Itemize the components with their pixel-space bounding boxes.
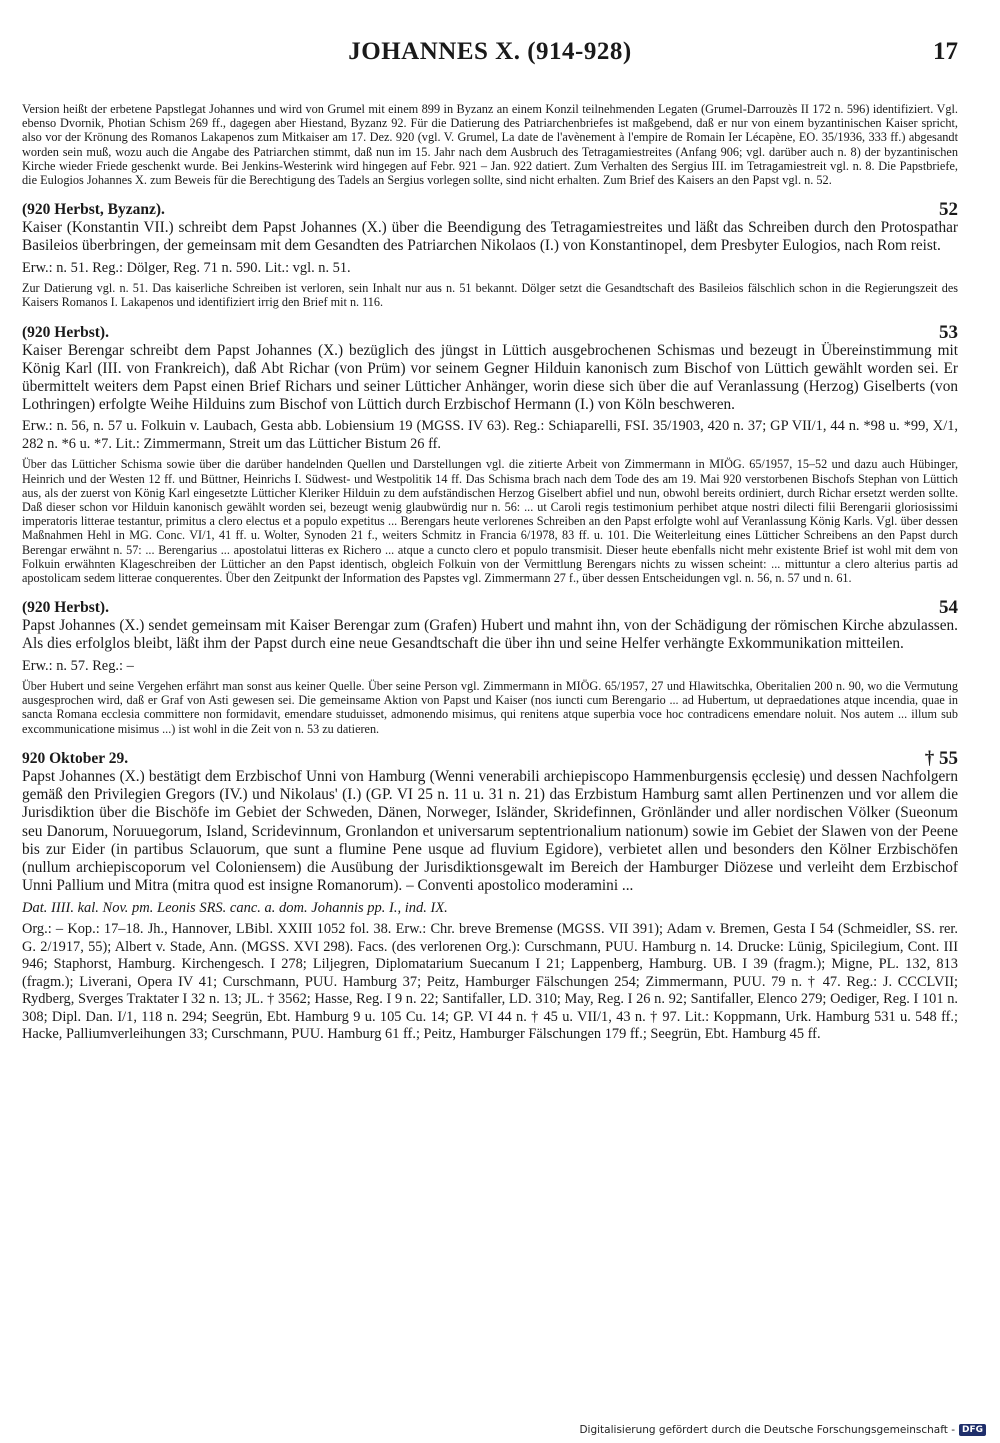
- entry-regest: Papst Johannes (X.) sendet gemeinsam mit Kaiser Berengar zum (Grafen) Hubert und mahnt ihn, von der Schädigung der römischen Kirche abzulassen. Als dies erfolglos bleibt, läßt ihm der Papst durch eine neue Gesandtschaft die über ihn und seine Helfer verhängte Exkommunikation mitteilen.: [22, 617, 958, 653]
- entry-heading: [22, 323, 958, 342]
- regest-entry-53: [22, 323, 958, 586]
- entry-number: 53: [939, 321, 958, 343]
- entry-number: 54: [939, 597, 958, 619]
- page-number: 17: [933, 38, 958, 65]
- entry-heading: [22, 200, 958, 219]
- entry-references: Erw.: n. 51. Reg.: Dölger, Reg. 71 n. 590. Lit.: vgl. n. 51.: [22, 259, 351, 276]
- running-head: [22, 0, 958, 64]
- regest-entry-55: [22, 749, 958, 1044]
- entry-references: Erw.: n. 56, n. 57 u. Folkuin v. Laubach, Gesta abb. Lobiensium 19 (MGSS. IV 63). Reg.: Schiaparelli, FSI. 35/1903, 420 n. 37; GP VII/1, 44 n. *98 u. *99, X/1, 282 n. *6 u. *7. Lit.: Zimmermann, Streit um das Lütticher Bistum 26 ff.: [22, 418, 958, 452]
- entry-heading: [22, 749, 958, 768]
- entry-regest: Kaiser Berengar schreibt dem Papst Johannes (X.) bezüglich des jüngst in Lüttich ausgebrochenen Schismas und bezeugt in Übereinstimmung mit König Karl (III. von Frankreich), daß Abt Richar (von Prüm) vor seinem Gegner Hilduin kanonisch zum Bischof von Lüttich gewählt worden sei. Er übermittelt weiters dem Papst einen Brief Richars und seiner Lütticher Anhänger, worin diese sich über die auf Veranlassung (Herzog) Giselberts (von Lothringen) erfolgte Weihe Hilduins zum Bischof von Lüttich durch Erzbischof Hermann (I.) von Köln beschweren.: [22, 341, 958, 414]
- entry-note: Zur Datierung vgl. n. 51. Das kaiserliche Schreiben ist verloren, sein Inhalt nur aus n. 51 bekannt. Dölger setzt die Gesandtschaft des Basileios fälschlich schon in die Regierungszeit des Kaisers Romanos I. Lakapenos und identifiziert irrig den Brief mit n. 116.: [22, 281, 958, 310]
- entry-note: Über Hubert und seine Vergehen erfährt man sonst aus keiner Quelle. Über seine Person vgl. Zimmermann in MIÖG. 65/1957, 27 und Hlawitschka, Oberitalien 200 n. 90, wo die Vermutung ausgesprochen wird, daß er Graf von Asti gewesen sei. Die gemeinsame Aktion von Papst und Kaiser (nos iuncti cum Berengario ... ad Hubertum, ut depraedationes atque incendia, quae in sancta Romana ecclesia committere non formidavit, emendare studuisset, admonendo misimus, qui renitens atque superbia voce hoc contradicens emendare noluit. Nos autem ... illum sub excommunicatione misimus ...) ist wohl in die Zeit von n. 53 zu datieren.: [22, 679, 958, 736]
- entry-note: Über das Lütticher Schisma sowie über die darüber handelnden Quellen und Darstellungen vgl. die zitierte Arbeit von Zimmermann in MIÖG. 65/1957, 15–52 und dazu auch Hübinger, Heinrich und der Westen 12 ff. und Büttner, Heinrichs I. Südwest- und Westpolitik 14 ff. Das Schisma brach nach dem Tode des am 19. Mai 920 verstorbenen Bischofs Stephan von Lüttich aus, als der zuerst von König Karl eingesetzte Lütticher Kleriker Hilduin zu dem aufständischen Herzog Giselbert abfiel und nun, obwohl bereits ordiniert, durch Richar ersetzt werden sollte. Daß dieser schon vor Hilduin kanonisch gewählt worden sei, bezeugt wenig glaubwürdig nur n. 56: ... ut Caroli regis testimonium perhibet atque nostri dilecti filii Berengarii gloriosissimi imperatoris litterae testantur, primitus a clero electus et a populo expetitus ... Berengars heute verlorenes Schreiben an den Papst erfolgte wohl auf Veranlassung König Karls. Vgl. über dessen Maßnahmen Hehl in MG. Conc. VI/1, 41 ff. u. Wolter, Synoden 21 f., weiters Schmitz in Francia 6/1978, 83 ff. u. 101. Die Weiterleitung eines Lütticher Schreibens an den Papst durch Berengar erwähnt n. 57: ... Berengarius ... apostolatui litteras ex Richero ... atque a cuncto clero et populo transmisit. Dieser heute ebenfalls nicht mehr existente Brief ist wohl mit dem von Folkuin erwähnten Klageschreiben der Lütticher an den Papst identisch, obgleich Folkuin von der Vermittlung Berengars nichts zu wissen scheint: ... mittuntur a clero alterius partis ad apostolicam sedem litterae conquerentes. Über den Zeitpunkt der Information des Papstes vgl. Zimmermann 27 f., über dessen Entscheidungen vgl. n. 56, n. 57 und n. 61.: [22, 457, 958, 585]
- entry-date: (920 Herbst).: [22, 599, 109, 617]
- entry-number: 52: [939, 199, 958, 221]
- intro-note: Version heißt der erbetene Papstlegat Johannes und wird von Grumel mit einem 899 in Byzanz an einem Konzil teilnehmenden Legaten (Grumel-Darrouzès II 172 n. 596) identifiziert. Vgl. ebenso Dvornik, Photian Schism 269 ff., dagegen aber Hiestand, Byzanz 92. Für die Datierung des Patriarchenbriefes ist maßgebend, daß er nur von einem byzantinischen Kaiser spricht, also vor der Krönung des Romanos Lakapenos zum Mitkaiser am 17. Dez. 920 (vgl. V. Grumel, La date de l'avènement à l'empire de Romain Ier Lécapène, EO. 35/1936, 333 ff.) abgesandt worden sein muß, wozu auch die Angabe des Patriarchen stimmt, daß nun im 15. Jahr nach dem Ausbruch des Tetragamiestreites (Anfang 906; vgl. darüber auch n. 8) der byzantinischen Kirche wieder Friede geschenkt wurde. Bei Jenkins-Westerink wird hingegen auf Febr. 921 – Jan. 922 datiert. Zum Verhalten des Sergius III. im Tetragamiestreit vgl. n. 8. Die Papstbriefe, die Eulogios Johannes X. zum Beweis für die Berechtigung des Tadels an Sergius vorlegen sollte, sind nicht erhalten. Zum Brief des Kaisers an den Papst vgl. n. 52.: [22, 102, 958, 188]
- page-title: JOHANNES X. (914-928): [348, 38, 632, 65]
- entry-references: Org.: – Kop.: 17–18. Jh., Hannover, LBibl. XXIII 1052 fol. 38. Erw.: Chr. breve Bremense (MGSS. VII 391); Adam v. Bremen, Gesta I 54 (Schmeidler, SS. rer. G. 2/1917, 55); Albert v. Stade, Ann. (MGSS. XVI 298). Facs. (des verlorenen Org.): Curschmann, PUU. Hamburg n. 14. Drucke: Lünig, Spicilegium, Cont. III 946; Staphorst, Hamburg. Kirchengesch. I 278; Liljegren, Diplomatarium Suecanum I 21; Lappenberg, Hamburg. UB. I 39 (fragm.); Migne, PL. 132, 813 (fragm.); Liverani, Opera IV 41; Curschmann, PUU. Hamburg 37; Peitz, Hamburger Fälschungen 254; Zimmermann, PUU. 79 n. † 47. Reg.: J. CCCLVII; Rydberg, Sverges Traktater I 32 n. 13; JL. † 3562; Hasse, Reg. I 9 n. 22; Santifaller, LD. 310; May, Reg. I 26 n. 92; Santifaller, Elenco 279; Oediger, Reg. I 101 n. 308; Dipl. Dan. I/1, 118 n. 294; Seegrün, Ebt. Hamburg 9 u. 105 Cu. 14; GP. VI 44 n. † 45 u. VII/1, 43 n. † 97. Lit.: Koppmann, Urk. Hamburg 531 u. 548 ff.; Hacke, Palliumverleihungen 33; Curschmann, PUU. Hamburg 61 ff.; Peitz, Hamburger Fälschungen 179 ff.; Seegrün, Ebt. Hamburg 45 ff.: [22, 921, 958, 1043]
- entry-number: † 55: [924, 747, 958, 769]
- regest-entry-54: [22, 598, 958, 736]
- document-page: [22, 0, 958, 1044]
- dfg-logo-icon: DFG: [959, 1424, 986, 1436]
- entry-heading: [22, 598, 958, 617]
- entry-date: 920 Oktober 29.: [22, 749, 129, 767]
- entry-regest: Papst Johannes (X.) bestätigt dem Erzbischof Unni von Hamburg (Wenni venerabili archiepiscopo Hammenburgensis ęcclesię) und dessen Nachfolgern gemäß den Privilegien Gregors (IV.) und Nikolaus' (I.) (GP. VI 25 n. 11 u. 31 n. 21) das Erzbistum Hamburg samt allen Pertinenzen und vor allem die Jurisdiktion über die Bischöfe im Gebiet der Schweden, Dänen, Norweger, Isländer, Skridefinnen, Grönländer und aller nordischen Völker (Sueonum seu Danorum, Noruuegorum, Island, Scridevinnum, Gronlandon et universarum septentrionalium nationum) sowie im Gebiet der Slawen von der Peene bis zur Eider (in partibus Sclauorum, que sunt a flumine Pene usque ad fluvium Egidore), verbietet allen und besonders den Kölner Erzbischöfen (nullum archiepiscoporum vel Coloniensem) die Ausübung der Jurisdiktionsgewalt im Bereich der Hamburger Diözese und verleiht dem Erzbischof Unni Pallium und Mitra (mitra quod est insigne Romanorum). – Conventi apostolico moderamini ...: [22, 767, 958, 895]
- entry-date: (920 Herbst, Byzanz).: [22, 201, 165, 219]
- regest-entry-52: [22, 200, 958, 309]
- footer-text: Digitalisierung gefördert durch die Deutsche Forschungsgemeinschaft -: [579, 1424, 955, 1436]
- entry-date: (920 Herbst).: [22, 323, 109, 341]
- entry-dating: Dat. IIII. kal. Nov. pm. Leonis SRS. canc. a. dom. Johannis pp. I., ind. IX.: [22, 900, 448, 917]
- entry-references: Erw.: n. 57. Reg.: –: [22, 657, 134, 674]
- funding-footer: [579, 1424, 986, 1436]
- entry-regest: Kaiser (Konstantin VII.) schreibt dem Papst Johannes (X.) über die Beendigung des Tetragamiestreites und läßt das Schreiben durch den Protospathar Basileios überbringen, der gemeinsam mit dem Gesandten des Patriarchen Nikolaos (I.) von Konstantinopel, dem Presbyter Eulogios, nach Rom reist.: [22, 219, 958, 255]
